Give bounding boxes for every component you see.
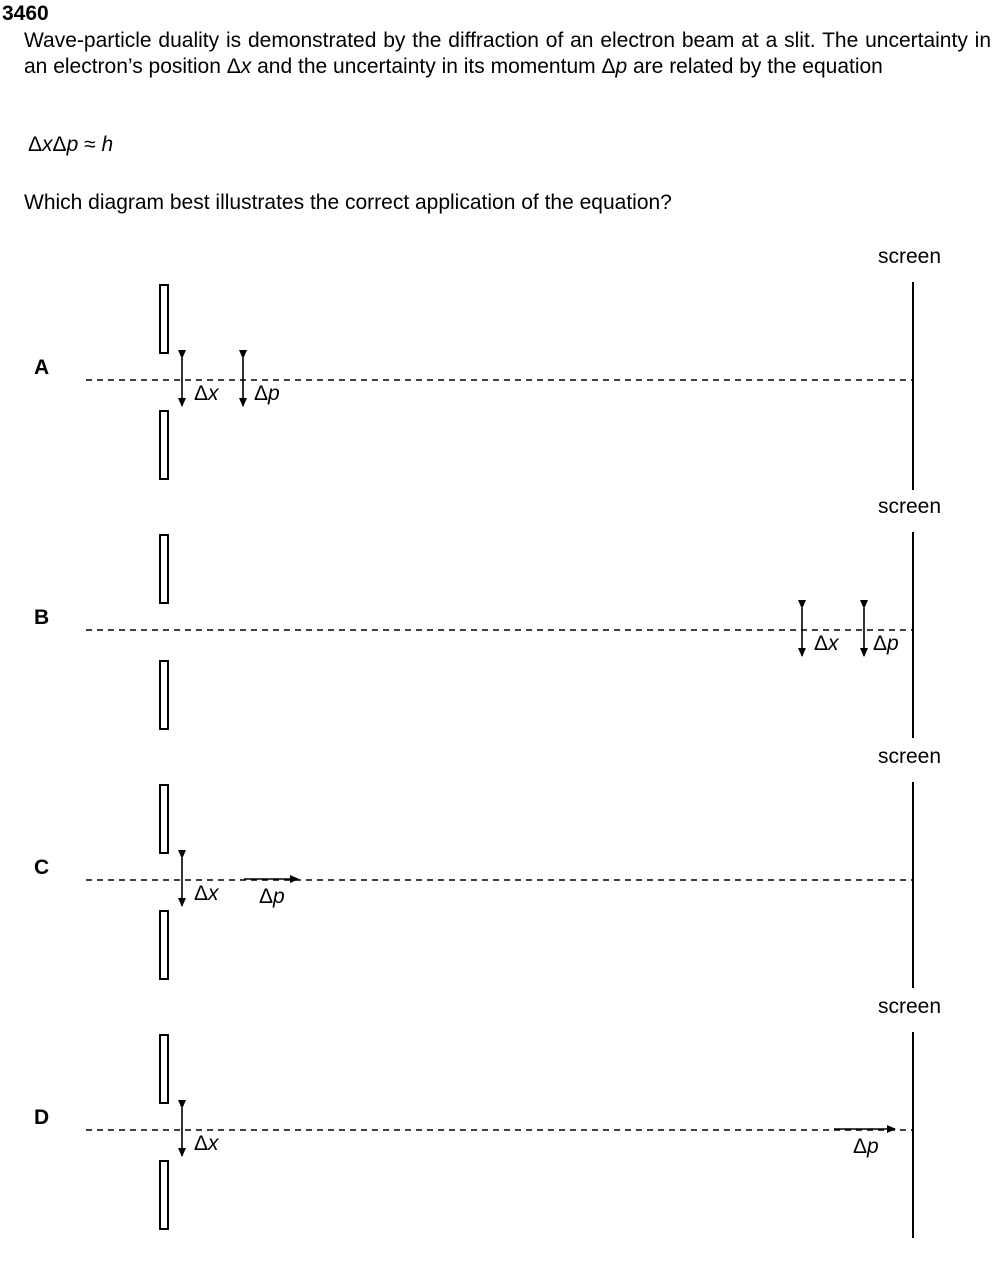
- option-d-svg: [0, 995, 1001, 1245]
- screen-label: screen: [878, 745, 942, 768]
- screen-label: screen: [878, 995, 942, 1018]
- screen-label: screen: [878, 495, 942, 518]
- slit-upper-plate: [160, 785, 168, 853]
- question-prompt: Which diagram best illustrates the correct application of the equation?: [24, 191, 672, 214]
- slit-upper-plate: [160, 285, 168, 353]
- question-stem-text: Wave-particle duality is demonstrated by the diffraction of an electron beam at a slit. The uncertainty in an electron’s position Δx and the uncertainty in its momentum Δp are related by the equation: [24, 29, 991, 78]
- option-c-svg: [0, 745, 1001, 995]
- option-d-diagram: [0, 995, 1001, 1245]
- dx-label: Δx: [194, 882, 219, 905]
- slit-upper-plate: [160, 1035, 168, 1103]
- slit-lower-plate: [160, 911, 168, 979]
- option-b-diagram: [0, 495, 1001, 745]
- option-c-diagram: [0, 745, 1001, 995]
- dp-label: Δp: [873, 632, 899, 655]
- option-letter: C: [34, 856, 50, 879]
- dp-label: Δp: [254, 382, 280, 405]
- slit-lower-plate: [160, 661, 168, 729]
- question-stem: [24, 28, 991, 80]
- dx-label: Δx: [814, 632, 839, 655]
- option-a-diagram: [0, 245, 1001, 495]
- option-a-svg: [0, 245, 1001, 495]
- option-letter: A: [34, 356, 50, 379]
- dp-label: Δp: [853, 1135, 879, 1158]
- option-letter: B: [34, 606, 50, 629]
- uncertainty-equation: ΔxΔp ≈ h: [28, 133, 114, 156]
- slit-upper-plate: [160, 535, 168, 603]
- option-b-svg: [0, 495, 1001, 745]
- dp-label: Δp: [259, 885, 285, 908]
- screen-label: screen: [878, 245, 942, 268]
- slit-lower-plate: [160, 411, 168, 479]
- question-number: 3460: [2, 2, 49, 25]
- option-letter: D: [34, 1106, 50, 1129]
- dx-label: Δx: [194, 382, 219, 405]
- slit-lower-plate: [160, 1161, 168, 1229]
- dx-label: Δx: [194, 1132, 219, 1155]
